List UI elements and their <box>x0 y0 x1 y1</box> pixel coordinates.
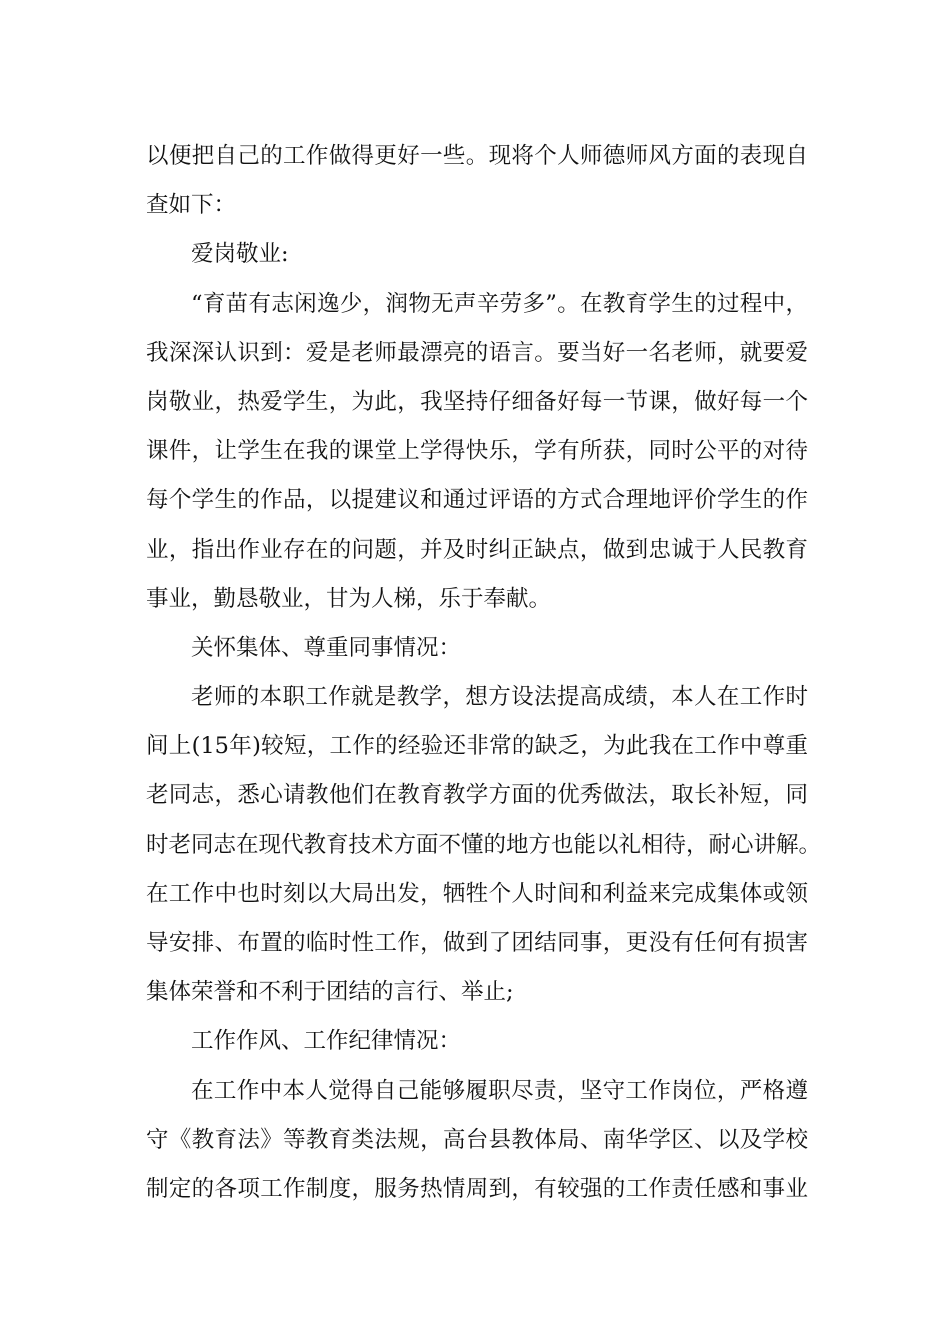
document-body <box>146 132 822 1214</box>
body-line: 在工作中也时刻以大局出发，牺牲个人时间和利益来完成集体或领 <box>146 880 808 907</box>
body-line: 每个学生的作品，以提建议和通过评语的方式合理地评价学生的作 <box>146 487 808 514</box>
section-heading-colleagues: 关怀集体、尊重同事情况： <box>191 634 462 661</box>
body-line: 间上(15年)较短，工作的经验还非常的缺乏，为此我在工作中尊重 <box>146 733 808 760</box>
body-line: 老师的本职工作就是教学，想方设法提高成绩，本人在工作时 <box>191 684 808 711</box>
body-line: 老同志，悉心请教他们在教育教学方面的优秀做法，取长补短，同 <box>146 782 808 809</box>
body-line: 制定的各项工作制度，服务热情周到，有较强的工作责任感和事业 <box>146 1175 808 1202</box>
section-heading-discipline: 工作作风、工作纪律情况： <box>191 1028 462 1055</box>
body-line: 业，指出作业存在的问题，并及时纠正缺点，做到忠诚于人民教育 <box>146 536 808 563</box>
body-line: 在工作中本人觉得自己能够履职尽责，坚守工作岗位，严格遵 <box>191 1077 808 1104</box>
body-line: “育苗有志闲逸少，润物无声辛劳多”。在教育学生的过程中， <box>191 290 808 317</box>
section-heading-dedication: 爱岗敬业: <box>191 241 289 268</box>
body-line: 时老同志在现代教育技术方面不懂的地方也能以礼相待，耐心讲解。 <box>146 831 822 858</box>
body-line: 导安排、布置的临时性工作，做到了团结同事，更没有任何有损害 <box>146 930 808 956</box>
body-line: 课件，让学生在我的课堂上学得快乐，学有所获，同时公平的对待 <box>146 438 808 465</box>
body-line: 以便把自己的工作做得更好一些。现将个人师德师风方面的表现自 <box>146 143 808 169</box>
body-line: 守《教育法》等教育类法规，高台县教体局、南华学区、以及学校 <box>146 1126 808 1153</box>
body-line: 我深深认识到：爱是老师最漂亮的语言。要当好一名老师，就要爱 <box>146 339 808 366</box>
body-line: 查如下： <box>146 192 237 219</box>
body-line: 集体荣誉和不利于团结的言行、举止; <box>146 979 514 1006</box>
body-line: 事业，勤恳敬业，甘为人梯，乐于奉献。 <box>146 585 552 612</box>
body-line: 岗敬业，热爱学生，为此，我坚持仔细备好每一节课，做好每一个 <box>146 388 808 415</box>
